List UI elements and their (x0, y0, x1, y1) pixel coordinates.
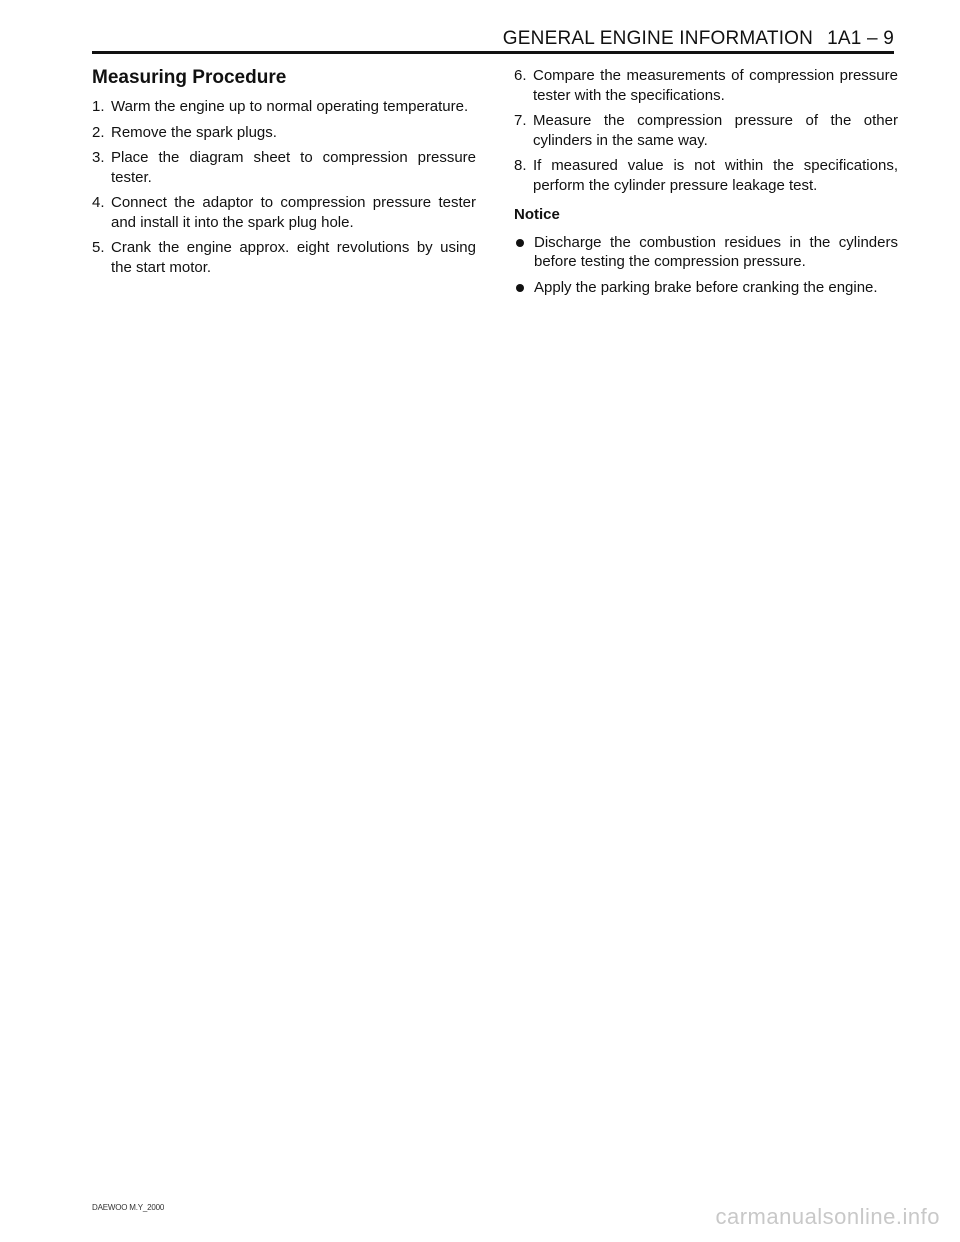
left-column (92, 66, 476, 283)
step-number: 8. (514, 157, 527, 174)
right-column (514, 66, 898, 303)
step-number: 2. (92, 123, 105, 141)
footer-text: DAEWOO M.Y_2000 (92, 1203, 165, 1212)
page-number: 1A1 – 9 (827, 28, 894, 49)
procedure-step (514, 111, 898, 150)
notice-bullet (514, 278, 898, 298)
step-text: Measure the compression pressure of the other cylinders in the same way. (533, 112, 898, 149)
procedure-step (92, 238, 476, 277)
step-text: Remove the spark plugs. (111, 123, 277, 141)
step-text: Crank the engine approx. eight revolutions by using the start motor. (111, 239, 476, 276)
procedure-step (92, 123, 476, 143)
section-heading: Measuring Procedure (92, 67, 287, 88)
procedure-step (514, 66, 898, 105)
bullet-text: Discharge the combustion residues in the cylinders before testing the compression pressure. (534, 233, 898, 270)
watermark: carmanualsonline.info (715, 1204, 940, 1229)
procedure-step (92, 193, 476, 232)
step-text: If measured value is not within the specifications, perform the cylinder pressure leakage test. (533, 157, 898, 194)
procedure-step (92, 148, 476, 187)
procedure-step (514, 156, 898, 195)
bullet-icon (516, 239, 524, 247)
notice-bullet (514, 233, 898, 272)
step-number: 3. (92, 149, 105, 166)
header-divider (92, 51, 894, 54)
step-text: Compare the measurements of compression pressure tester with the specifications. (533, 67, 898, 104)
bullet-icon (516, 284, 524, 292)
step-number: 6. (514, 67, 527, 84)
step-text: Warm the engine up to normal operating temperature. (111, 98, 469, 115)
bullet-text: Apply the parking brake before cranking the engine. (534, 278, 878, 296)
step-number: 1. (92, 98, 105, 115)
step-text: Place the diagram sheet to compression pressure tester. (111, 149, 476, 186)
page-header (503, 28, 894, 50)
section-title: GENERAL ENGINE INFORMATION (502, 28, 814, 49)
procedure-step (92, 97, 476, 117)
step-number: 5. (92, 239, 105, 256)
step-number: 4. (92, 194, 105, 211)
step-number: 7. (514, 112, 527, 129)
notice-label: Notice (514, 206, 560, 223)
step-text: Connect the adaptor to compression pressure tester and install it into the spark plug hole. (111, 194, 476, 231)
procedure-steps-left (92, 97, 476, 277)
procedure-steps-right (514, 66, 898, 195)
